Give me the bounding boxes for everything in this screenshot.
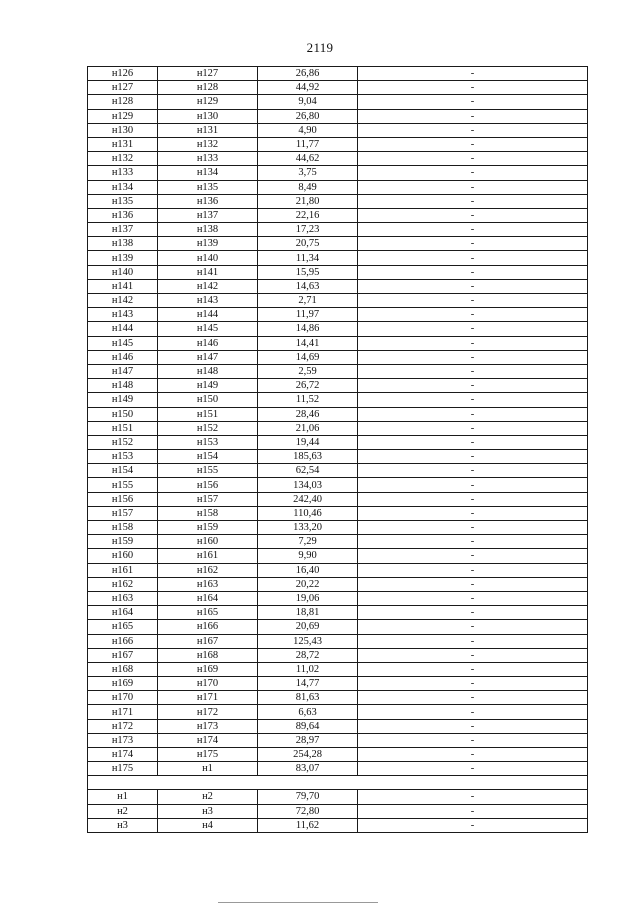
distance-cell: 26,72 (258, 379, 358, 393)
to-point-cell: н163 (158, 577, 258, 591)
table-row (88, 521, 588, 535)
table-row (88, 421, 588, 435)
from-point-cell: н163 (88, 591, 158, 605)
to-point-cell: н132 (158, 137, 258, 151)
table-row (88, 506, 588, 520)
table-row (88, 804, 588, 818)
note-cell: - (358, 180, 588, 194)
note-cell: - (358, 152, 588, 166)
from-point-cell: н141 (88, 279, 158, 293)
page-number: 2119 (306, 40, 334, 55)
note-cell: - (358, 563, 588, 577)
table-row (88, 407, 588, 421)
table-row (88, 634, 588, 648)
table-row (88, 733, 588, 747)
table-row (88, 237, 588, 251)
to-point-cell: н130 (158, 109, 258, 123)
distance-cell: 11,97 (258, 308, 358, 322)
to-point-cell: н172 (158, 705, 258, 719)
from-point-cell: н171 (88, 705, 158, 719)
distance-cell: 14,41 (258, 336, 358, 350)
to-point-cell: н143 (158, 294, 258, 308)
to-point-cell: н3 (158, 804, 258, 818)
distance-cell: 9,04 (258, 95, 358, 109)
to-point-cell: н153 (158, 435, 258, 449)
distance-cell: 28,97 (258, 733, 358, 747)
to-point-cell: н169 (158, 662, 258, 676)
note-cell: - (358, 194, 588, 208)
table-row (88, 790, 588, 804)
distance-cell: 110,46 (258, 506, 358, 520)
to-point-cell: н137 (158, 208, 258, 222)
from-point-cell: н1 (88, 790, 158, 804)
table-row (88, 818, 588, 832)
distance-cell: 20,75 (258, 237, 358, 251)
note-cell: - (358, 435, 588, 449)
note-cell: - (358, 478, 588, 492)
note-cell: - (358, 67, 588, 81)
to-point-cell: н171 (158, 691, 258, 705)
to-point-cell: н157 (158, 492, 258, 506)
table-row (88, 478, 588, 492)
table-row (88, 265, 588, 279)
table-row (88, 748, 588, 762)
note-cell: - (358, 464, 588, 478)
table-row (88, 152, 588, 166)
from-point-cell: н148 (88, 379, 158, 393)
from-point-cell: н147 (88, 364, 158, 378)
from-point-cell: н3 (88, 818, 158, 832)
from-point-cell: н126 (88, 67, 158, 81)
table-row (88, 464, 588, 478)
table-row (88, 691, 588, 705)
table-row (88, 251, 588, 265)
from-point-cell: н161 (88, 563, 158, 577)
from-point-cell: н137 (88, 223, 158, 237)
from-point-cell: н158 (88, 521, 158, 535)
distance-cell: 14,77 (258, 677, 358, 691)
from-point-cell: н151 (88, 421, 158, 435)
from-point-cell: н149 (88, 393, 158, 407)
to-point-cell: н139 (158, 237, 258, 251)
from-point-cell: н128 (88, 95, 158, 109)
note-cell: - (358, 393, 588, 407)
from-point-cell: н143 (88, 308, 158, 322)
note-cell: - (358, 719, 588, 733)
to-point-cell: н174 (158, 733, 258, 747)
table-row (88, 336, 588, 350)
distance-cell: 19,44 (258, 435, 358, 449)
to-point-cell: н127 (158, 67, 258, 81)
distance-cell: 11,02 (258, 662, 358, 676)
note-cell: - (358, 620, 588, 634)
distance-cell: 72,80 (258, 804, 358, 818)
note-cell: - (358, 251, 588, 265)
distance-cell: 133,20 (258, 521, 358, 535)
note-cell: - (358, 790, 588, 804)
table-row (88, 109, 588, 123)
distance-cell: 11,52 (258, 393, 358, 407)
from-point-cell: н135 (88, 194, 158, 208)
note-cell: - (358, 705, 588, 719)
note-cell: - (358, 95, 588, 109)
distance-cell: 28,46 (258, 407, 358, 421)
table-row (88, 719, 588, 733)
distance-cell: 21,80 (258, 194, 358, 208)
note-cell: - (358, 549, 588, 563)
note-cell: - (358, 818, 588, 832)
to-point-cell: н170 (158, 677, 258, 691)
distance-cell: 185,63 (258, 450, 358, 464)
from-point-cell: н130 (88, 123, 158, 137)
spacer-cell (88, 776, 588, 790)
distance-cell: 134,03 (258, 478, 358, 492)
distance-cell: 2,71 (258, 294, 358, 308)
table-row (88, 166, 588, 180)
distance-cell: 81,63 (258, 691, 358, 705)
to-point-cell: н135 (158, 180, 258, 194)
distance-cell: 14,69 (258, 350, 358, 364)
from-point-cell: н146 (88, 350, 158, 364)
to-point-cell: н162 (158, 563, 258, 577)
distance-cell: 11,62 (258, 818, 358, 832)
distance-cell: 21,06 (258, 421, 358, 435)
table-row (88, 563, 588, 577)
note-cell: - (358, 364, 588, 378)
from-point-cell: н145 (88, 336, 158, 350)
from-point-cell: н164 (88, 606, 158, 620)
from-point-cell: н150 (88, 407, 158, 421)
to-point-cell: н148 (158, 364, 258, 378)
table-row (88, 308, 588, 322)
to-point-cell: н161 (158, 549, 258, 563)
note-cell: - (358, 166, 588, 180)
table-row (88, 67, 588, 81)
table-row (88, 535, 588, 549)
from-point-cell: н129 (88, 109, 158, 123)
note-cell: - (358, 81, 588, 95)
distance-cell: 20,69 (258, 620, 358, 634)
table-row (88, 435, 588, 449)
from-point-cell: н153 (88, 450, 158, 464)
from-point-cell: н156 (88, 492, 158, 506)
to-point-cell: н168 (158, 648, 258, 662)
distance-cell: 19,06 (258, 591, 358, 605)
note-cell: - (358, 748, 588, 762)
to-point-cell: н140 (158, 251, 258, 265)
to-point-cell: н175 (158, 748, 258, 762)
table-row (88, 549, 588, 563)
note-cell: - (358, 606, 588, 620)
to-point-cell: н1 (158, 762, 258, 776)
from-point-cell: н165 (88, 620, 158, 634)
from-point-cell: н160 (88, 549, 158, 563)
distance-cell: 3,75 (258, 166, 358, 180)
note-cell: - (358, 535, 588, 549)
table-row (88, 620, 588, 634)
distance-cell: 2,59 (258, 364, 358, 378)
bottom-rule (218, 902, 378, 903)
table-row (88, 194, 588, 208)
from-point-cell: н127 (88, 81, 158, 95)
to-point-cell: н159 (158, 521, 258, 535)
table-row (88, 577, 588, 591)
distance-cell: 44,62 (258, 152, 358, 166)
note-cell: - (358, 450, 588, 464)
note-cell: - (358, 577, 588, 591)
distance-cell: 28,72 (258, 648, 358, 662)
from-point-cell: н166 (88, 634, 158, 648)
note-cell: - (358, 379, 588, 393)
distance-cell: 254,28 (258, 748, 358, 762)
table-row (88, 648, 588, 662)
from-point-cell: н174 (88, 748, 158, 762)
from-point-cell: н175 (88, 762, 158, 776)
note-cell: - (358, 648, 588, 662)
to-point-cell: н4 (158, 818, 258, 832)
distance-cell: 7,29 (258, 535, 358, 549)
distance-cell: 9,90 (258, 549, 358, 563)
to-point-cell: н142 (158, 279, 258, 293)
note-cell: - (358, 308, 588, 322)
table-row (88, 322, 588, 336)
to-point-cell: н158 (158, 506, 258, 520)
note-cell: - (358, 208, 588, 222)
distance-cell: 89,64 (258, 719, 358, 733)
distance-cell: 26,80 (258, 109, 358, 123)
note-cell: - (358, 591, 588, 605)
to-point-cell: н128 (158, 81, 258, 95)
from-point-cell: н169 (88, 677, 158, 691)
note-cell: - (358, 492, 588, 506)
table-row (88, 81, 588, 95)
from-point-cell: н144 (88, 322, 158, 336)
spacer-row (88, 776, 588, 790)
to-point-cell: н150 (158, 393, 258, 407)
distance-cell: 11,77 (258, 137, 358, 151)
distance-cell: 44,92 (258, 81, 358, 95)
to-point-cell: н160 (158, 535, 258, 549)
note-cell: - (358, 662, 588, 676)
distance-cell: 62,54 (258, 464, 358, 478)
to-point-cell: н141 (158, 265, 258, 279)
note-cell: - (358, 407, 588, 421)
note-cell: - (358, 223, 588, 237)
to-point-cell: н136 (158, 194, 258, 208)
note-cell: - (358, 691, 588, 705)
note-cell: - (358, 336, 588, 350)
to-point-cell: н138 (158, 223, 258, 237)
from-point-cell: н155 (88, 478, 158, 492)
table-row (88, 606, 588, 620)
distance-cell: 16,40 (258, 563, 358, 577)
from-point-cell: н167 (88, 648, 158, 662)
table-row (88, 492, 588, 506)
to-point-cell: н154 (158, 450, 258, 464)
distance-cell: 79,70 (258, 790, 358, 804)
note-cell: - (358, 294, 588, 308)
from-point-cell: н152 (88, 435, 158, 449)
table-row (88, 705, 588, 719)
from-point-cell: н140 (88, 265, 158, 279)
distance-cell: 17,23 (258, 223, 358, 237)
note-cell: - (358, 123, 588, 137)
note-cell: - (358, 521, 588, 535)
distance-cell: 15,95 (258, 265, 358, 279)
to-point-cell: н164 (158, 591, 258, 605)
to-point-cell: н167 (158, 634, 258, 648)
distance-cell: 83,07 (258, 762, 358, 776)
distance-cell: 14,86 (258, 322, 358, 336)
distance-cell: 242,40 (258, 492, 358, 506)
from-point-cell: н136 (88, 208, 158, 222)
distance-cell: 11,34 (258, 251, 358, 265)
to-point-cell: н147 (158, 350, 258, 364)
from-point-cell: н168 (88, 662, 158, 676)
table-row (88, 662, 588, 676)
table-row (88, 762, 588, 776)
table-row (88, 591, 588, 605)
note-cell: - (358, 506, 588, 520)
from-point-cell: н159 (88, 535, 158, 549)
note-cell: - (358, 804, 588, 818)
to-point-cell: н152 (158, 421, 258, 435)
distance-cell: 4,90 (258, 123, 358, 137)
note-cell: - (358, 634, 588, 648)
note-cell: - (358, 237, 588, 251)
to-point-cell: н134 (158, 166, 258, 180)
from-point-cell: н134 (88, 180, 158, 194)
from-point-cell: н154 (88, 464, 158, 478)
to-point-cell: н145 (158, 322, 258, 336)
table-row (88, 294, 588, 308)
note-cell: - (358, 762, 588, 776)
table-row (88, 393, 588, 407)
note-cell: - (358, 109, 588, 123)
distance-cell: 8,49 (258, 180, 358, 194)
note-cell: - (358, 265, 588, 279)
to-point-cell: н144 (158, 308, 258, 322)
to-point-cell: н146 (158, 336, 258, 350)
from-point-cell: н133 (88, 166, 158, 180)
to-point-cell: н155 (158, 464, 258, 478)
table-row (88, 95, 588, 109)
distance-cell: 18,81 (258, 606, 358, 620)
from-point-cell: н170 (88, 691, 158, 705)
table-row (88, 450, 588, 464)
from-point-cell: н2 (88, 804, 158, 818)
to-point-cell: н165 (158, 606, 258, 620)
distance-cell: 22,16 (258, 208, 358, 222)
note-cell: - (358, 350, 588, 364)
from-point-cell: н142 (88, 294, 158, 308)
note-cell: - (358, 733, 588, 747)
table-row (88, 677, 588, 691)
distance-cell: 20,22 (258, 577, 358, 591)
distance-cell: 125,43 (258, 634, 358, 648)
from-point-cell: н139 (88, 251, 158, 265)
distance-cell: 6,63 (258, 705, 358, 719)
to-point-cell: н129 (158, 95, 258, 109)
from-point-cell: н162 (88, 577, 158, 591)
to-point-cell: н173 (158, 719, 258, 733)
note-cell: - (358, 279, 588, 293)
note-cell: - (358, 421, 588, 435)
distance-cell: 26,86 (258, 67, 358, 81)
to-point-cell: н131 (158, 123, 258, 137)
to-point-cell: н166 (158, 620, 258, 634)
table-row (88, 208, 588, 222)
table-row (88, 279, 588, 293)
to-point-cell: н149 (158, 379, 258, 393)
from-point-cell: н172 (88, 719, 158, 733)
table-row (88, 180, 588, 194)
table-row (88, 379, 588, 393)
table-row (88, 123, 588, 137)
note-cell: - (358, 137, 588, 151)
from-point-cell: н157 (88, 506, 158, 520)
table-row (88, 350, 588, 364)
table-row (88, 223, 588, 237)
table-row (88, 364, 588, 378)
note-cell: - (358, 322, 588, 336)
table-body (88, 67, 588, 833)
boundary-segments-table (87, 66, 588, 833)
note-cell: - (358, 677, 588, 691)
to-point-cell: н151 (158, 407, 258, 421)
from-point-cell: н138 (88, 237, 158, 251)
to-point-cell: н2 (158, 790, 258, 804)
table-row (88, 137, 588, 151)
distance-cell: 14,63 (258, 279, 358, 293)
to-point-cell: н133 (158, 152, 258, 166)
from-point-cell: н131 (88, 137, 158, 151)
from-point-cell: н173 (88, 733, 158, 747)
to-point-cell: н156 (158, 478, 258, 492)
from-point-cell: н132 (88, 152, 158, 166)
